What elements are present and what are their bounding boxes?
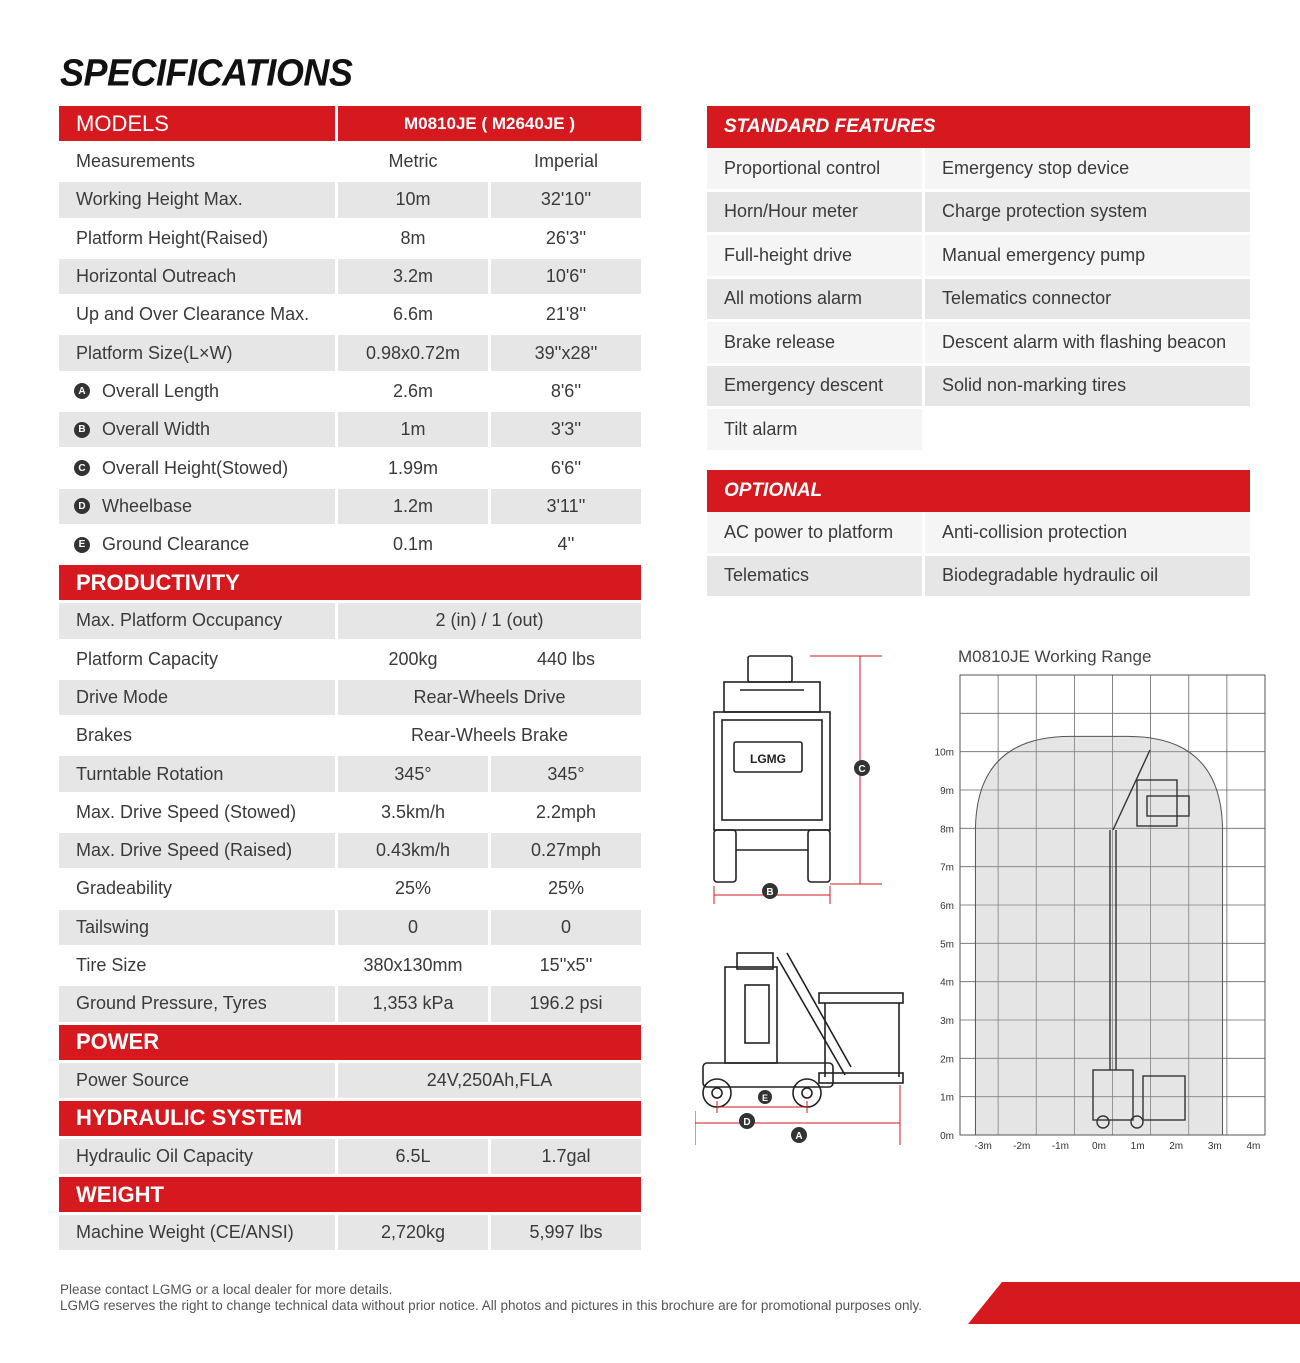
productivity-row-metric: 1,353 kPa xyxy=(338,986,488,1021)
productivity-row xyxy=(59,680,641,718)
productivity-row-label-text: Brakes xyxy=(76,725,133,746)
x-tick-label: -2m xyxy=(1013,1141,1031,1152)
x-tick-label: 3m xyxy=(1207,1141,1222,1152)
standard-features-header: STANDARD FEATURES xyxy=(707,106,1250,148)
dimension-row-label-text: Overall Height(Stowed) xyxy=(102,457,289,478)
dimension-row-imperial: 32'10'' xyxy=(491,182,641,217)
dimension-row-label xyxy=(59,489,335,524)
badge-c-icon: C xyxy=(74,460,90,476)
productivity-row-label xyxy=(59,910,335,945)
badge-d-icon: D xyxy=(74,498,90,514)
optional-table xyxy=(707,470,1250,599)
y-tick-label: 3m xyxy=(940,1016,954,1027)
productivity-row xyxy=(59,795,641,833)
dimension-row-metric: 8m xyxy=(338,221,488,256)
feature-cell: Telematics xyxy=(707,556,922,600)
feature-row xyxy=(707,366,1250,410)
productivity-row-metric: 3.5km/h xyxy=(338,795,488,830)
feature-cell: Manual emergency pump xyxy=(925,235,1250,279)
hydraulic-row-imperial: 1.7gal xyxy=(491,1139,641,1174)
feature-row xyxy=(707,279,1250,323)
productivity-row-label-text: Ground Pressure, Tyres xyxy=(76,993,267,1014)
badge-e-icon: E xyxy=(74,537,90,553)
power-header: POWER xyxy=(59,1025,641,1063)
dimension-row-imperial: 26'3'' xyxy=(491,221,641,256)
productivity-row-label xyxy=(59,833,335,868)
dimension-row xyxy=(59,259,641,297)
dim-e-label: E xyxy=(761,1093,769,1103)
feature-cell: Brake release xyxy=(707,322,922,366)
hydraulic-row-label xyxy=(59,1139,335,1174)
feature-cell: Full-height drive xyxy=(707,235,922,279)
productivity-row xyxy=(59,948,641,986)
dimension-row-imperial: 39''x28'' xyxy=(491,335,641,370)
productivity-header: PRODUCTIVITY xyxy=(59,565,641,603)
productivity-row xyxy=(59,756,641,794)
feature-cell: Telematics connector xyxy=(925,279,1250,323)
weight-row-label xyxy=(59,1215,335,1250)
spec-table xyxy=(59,106,641,1253)
productivity-row-label xyxy=(59,680,335,715)
productivity-row-label xyxy=(59,948,335,983)
dimension-row xyxy=(59,297,641,335)
model-name: M0810JE ( M2640JE ) xyxy=(338,106,641,141)
dimension-row xyxy=(59,450,641,488)
productivity-row-imperial: 2.2mph xyxy=(491,795,641,830)
productivity-row-label-text: Tire Size xyxy=(76,955,147,976)
feature-row xyxy=(707,235,1250,279)
feature-cell: Anti-collision protection xyxy=(925,512,1250,556)
standard-features-table xyxy=(707,106,1250,453)
dimension-row xyxy=(59,412,641,450)
dimension-row-label xyxy=(59,335,335,370)
productivity-row-label-text: Platform Capacity xyxy=(76,648,219,669)
dimension-row-label-text: Overall Length xyxy=(102,380,220,401)
dimension-row xyxy=(59,489,641,527)
dimension-row-label-text: Working Height Max. xyxy=(76,189,243,210)
x-tick-label: 0m xyxy=(1092,1141,1106,1152)
dimension-row-imperial: 3'11'' xyxy=(491,489,641,524)
productivity-row-value: Rear-Wheels Drive xyxy=(338,680,641,715)
feature-row xyxy=(707,148,1250,192)
dim-a-label: A xyxy=(795,1131,803,1142)
x-tick-label: -1m xyxy=(1051,1141,1069,1152)
power-row-label-text: Power Source xyxy=(76,1069,190,1090)
y-tick-label: 5m xyxy=(940,939,954,951)
dimension-row-label-text: Platform Height(Raised) xyxy=(76,227,269,248)
dimension-row-metric: 10m xyxy=(338,182,488,217)
weight-row xyxy=(59,1215,641,1253)
dimension-row-label xyxy=(59,412,335,447)
brand-logo: LGMG xyxy=(750,752,786,766)
y-tick-label: 0m xyxy=(940,1131,954,1142)
dimension-row xyxy=(59,335,641,373)
productivity-row-metric: 0 xyxy=(338,910,488,945)
productivity-row xyxy=(59,603,641,641)
feature-cell: Emergency stop device xyxy=(925,148,1250,192)
weight-row-imperial: 5,997 lbs xyxy=(491,1215,641,1250)
dimension-row-label-text: Overall Width xyxy=(102,419,211,440)
productivity-row-label xyxy=(59,871,335,906)
dimension-row-metric: 0.98x0.72m xyxy=(338,335,488,370)
working-range-chart xyxy=(925,670,1285,1160)
y-tick-label: 7m xyxy=(940,862,954,874)
hydraulic-row xyxy=(59,1139,641,1177)
dimension-row-imperial: 3'3'' xyxy=(491,412,641,447)
feature-cell: Horn/Hour meter xyxy=(707,192,922,236)
page-title: SPECIFICATIONS xyxy=(60,50,353,94)
power-row-label xyxy=(59,1063,335,1098)
productivity-row-metric: 0.43km/h xyxy=(338,833,488,868)
productivity-row-label xyxy=(59,986,335,1021)
hydraulic-header: HYDRAULIC SYSTEM xyxy=(59,1101,641,1139)
feature-cell: Tilt alarm xyxy=(707,409,922,453)
productivity-row-imperial: 0 xyxy=(491,910,641,945)
productivity-row-value: Rear-Wheels Brake xyxy=(338,718,641,753)
badge-a-icon: A xyxy=(74,383,90,399)
productivity-row xyxy=(59,871,641,909)
dimension-row-label xyxy=(59,297,335,332)
hydraulic-row-label-text: Hydraulic Oil Capacity xyxy=(76,1145,254,1166)
feature-row xyxy=(707,409,1250,453)
productivity-row-label-text: Turntable Rotation xyxy=(76,763,224,784)
productivity-row-metric: 380x130mm xyxy=(338,948,488,983)
dimension-row-label xyxy=(59,182,335,217)
dimension-row-label xyxy=(59,450,335,485)
productivity-row-label xyxy=(59,756,335,791)
dimension-row-label-text: Ground Clearance xyxy=(102,534,250,555)
dimension-row xyxy=(59,221,641,259)
productivity-row-label-text: Max. Platform Occupancy xyxy=(76,610,283,631)
dimension-row xyxy=(59,182,641,220)
dimension-row-label-text: Wheelbase xyxy=(102,495,193,516)
imperial-header: Imperial xyxy=(491,144,641,179)
dimension-row-imperial: 21'8'' xyxy=(491,297,641,332)
y-tick-label: 4m xyxy=(940,977,954,989)
dimension-row-label-text: Horizontal Outreach xyxy=(76,266,237,287)
optional-header: OPTIONAL xyxy=(707,470,1250,512)
productivity-row-label xyxy=(59,718,335,753)
x-tick-label: 2m xyxy=(1169,1141,1184,1152)
dimension-row xyxy=(59,374,641,412)
feature-cell: AC power to platform xyxy=(707,512,922,556)
feature-cell: Proportional control xyxy=(707,148,922,192)
dim-d-label: D xyxy=(743,1117,751,1128)
feature-cell: Emergency descent xyxy=(707,366,922,410)
productivity-row-imperial: 0.27mph xyxy=(491,833,641,868)
dimension-row-imperial: 10'6'' xyxy=(491,259,641,294)
x-tick-label: -3m xyxy=(974,1141,992,1152)
dimension-row-label xyxy=(59,527,335,562)
dimension-row xyxy=(59,527,641,565)
measurements-row xyxy=(59,144,641,182)
feature-row xyxy=(707,512,1250,556)
productivity-row-label-text: Drive Mode xyxy=(76,687,169,707)
dimension-row-imperial: 4'' xyxy=(491,527,641,562)
productivity-row-label-text: Tailswing xyxy=(76,916,150,937)
dimension-row-label-text: Up and Over Clearance Max. xyxy=(76,304,310,325)
feature-row xyxy=(707,322,1250,366)
dimension-row-label-text: Platform Size(L×W) xyxy=(76,342,233,363)
productivity-row-label-text: Max. Drive Speed (Stowed) xyxy=(76,801,297,822)
feature-row xyxy=(707,556,1250,600)
productivity-row xyxy=(59,910,641,948)
feature-cell xyxy=(925,409,1250,453)
productivity-row-imperial: 345° xyxy=(491,756,641,791)
x-tick-label: 1m xyxy=(1130,1141,1145,1152)
productivity-row-metric: 345° xyxy=(338,756,488,791)
y-tick-label: 8m xyxy=(940,824,954,836)
dimension-row-metric: 1m xyxy=(338,412,488,447)
badge-b-icon: B xyxy=(74,422,90,438)
models-label: MODELS xyxy=(59,106,335,141)
productivity-row-label-text: Gradeability xyxy=(76,878,173,899)
productivity-row-metric: 200kg xyxy=(338,642,488,677)
dim-c-label: C xyxy=(858,764,866,775)
dimension-row-metric: 1.2m xyxy=(338,489,488,524)
y-tick-label: 9m xyxy=(940,786,954,797)
productivity-row xyxy=(59,833,641,871)
dim-b-label: B xyxy=(766,887,774,898)
dimension-row-metric: 3.2m xyxy=(338,259,488,294)
feature-row xyxy=(707,192,1250,236)
weight-row-metric: 2,720kg xyxy=(338,1215,488,1250)
feature-cell: Descent alarm with flashing beacon xyxy=(925,322,1250,366)
productivity-row-label xyxy=(59,642,335,677)
x-tick-label: 4m xyxy=(1246,1141,1261,1152)
productivity-row-imperial: 196.2 psi xyxy=(491,986,641,1021)
dimension-row-imperial: 6'6'' xyxy=(491,450,641,485)
power-row-value: 24V,250Ah,FLA xyxy=(338,1063,641,1098)
measurements-label: Measurements xyxy=(59,144,335,179)
dimension-row-metric: 0.1m xyxy=(338,527,488,562)
y-tick-label: 2m xyxy=(940,1054,954,1066)
y-tick-label: 6m xyxy=(940,901,954,912)
footer-accent-bar xyxy=(968,1282,1300,1324)
footer-note-1: Please contact LGMG or a local dealer for more details. xyxy=(60,1282,393,1297)
productivity-row-label-text: Max. Drive Speed (Raised) xyxy=(76,840,293,861)
front-view-drawing xyxy=(700,650,890,910)
productivity-row-metric: 25% xyxy=(338,871,488,906)
feature-cell: Solid non-marking tires xyxy=(925,366,1250,410)
side-view-drawing xyxy=(695,945,910,1150)
productivity-row xyxy=(59,642,641,680)
productivity-row xyxy=(59,718,641,756)
chart-title: M0810JE Working Range xyxy=(958,647,1152,666)
productivity-row-label xyxy=(59,603,335,638)
feature-cell: Biodegradable hydraulic oil xyxy=(925,556,1250,600)
weight-header: WEIGHT xyxy=(59,1177,641,1215)
feature-cell: Charge protection system xyxy=(925,192,1250,236)
dimension-row-label xyxy=(59,374,335,409)
weight-row-label-text: Machine Weight (CE/ANSI) xyxy=(76,1222,294,1243)
productivity-row-imperial: 25% xyxy=(491,871,641,906)
productivity-row-label xyxy=(59,795,335,830)
dimension-row-label xyxy=(59,221,335,256)
footer-note-2: LGMG reserves the right to change technical data without prior notice. All photos and pictures in this brochure are for promotional purposes only. xyxy=(60,1298,922,1313)
y-tick-label: 10m xyxy=(934,747,954,759)
y-tick-label: 1m xyxy=(940,1092,954,1104)
hydraulic-row-metric: 6.5L xyxy=(338,1139,488,1174)
productivity-row xyxy=(59,986,641,1024)
productivity-row-imperial: 440 lbs xyxy=(491,642,641,677)
dimension-row-label xyxy=(59,259,335,294)
dimension-row-metric: 2.6m xyxy=(338,374,488,409)
feature-cell: All motions alarm xyxy=(707,279,922,323)
metric-header: Metric xyxy=(338,144,488,179)
models-header xyxy=(59,106,641,144)
productivity-row-value: 2 (in) / 1 (out) xyxy=(338,603,641,638)
dimension-row-metric: 1.99m xyxy=(338,450,488,485)
dimension-row-metric: 6.6m xyxy=(338,297,488,332)
productivity-row-imperial: 15''x5'' xyxy=(491,948,641,983)
power-row xyxy=(59,1063,641,1101)
dimension-row-imperial: 8'6'' xyxy=(491,374,641,409)
